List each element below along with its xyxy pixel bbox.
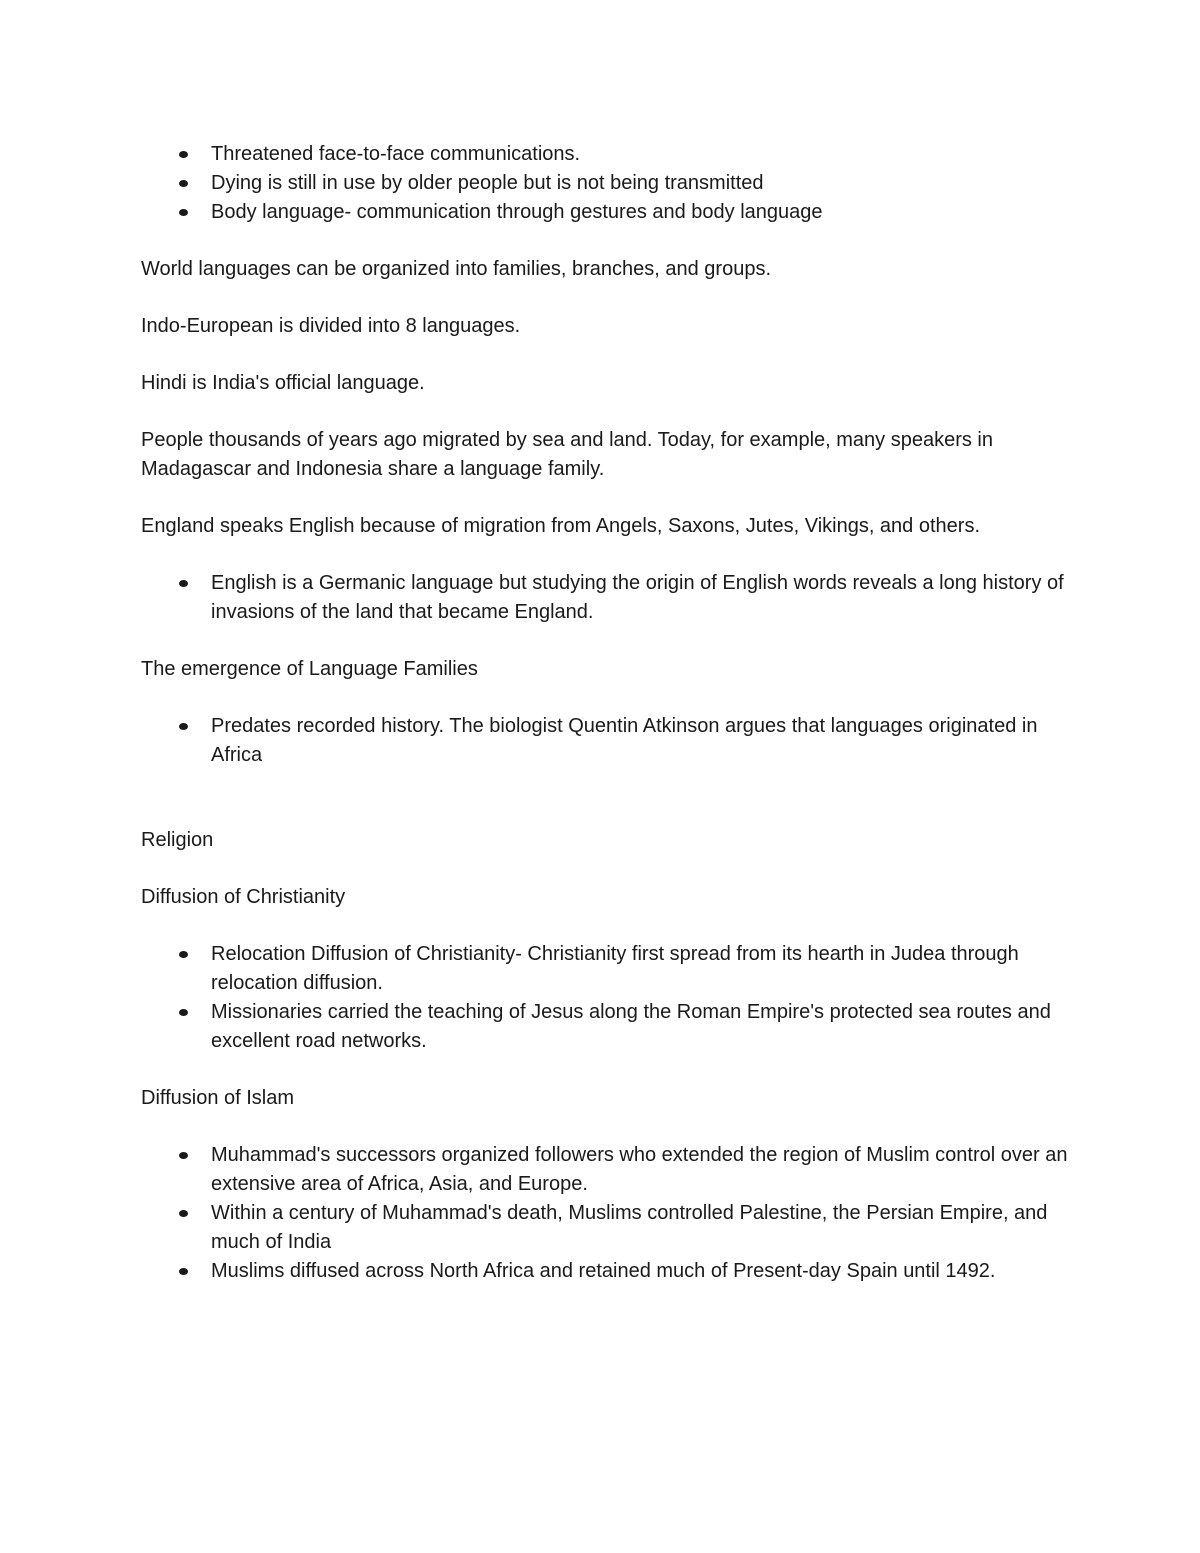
paragraph-england: England speaks English because of migration from Angels, Saxons, Jutes, Vikings, and others. (141, 515, 981, 537)
list-item (211, 998, 1071, 1056)
list-item (211, 940, 1071, 998)
list-item (211, 712, 1071, 770)
paragraph-hindi: Hindi is India's official language. (141, 372, 425, 394)
paragraph-migration: People thousands of years ago migrated by sea and land. Today, for example, many speakers in Madagascar and Indonesia share a language family. (141, 429, 993, 480)
list-item (211, 169, 1071, 198)
bullet-icon (179, 951, 188, 958)
list-item-text: Within a century of Muhammad's death, Muslims controlled Palestine, the Persian Empire, and much of India (211, 1202, 1048, 1253)
blank-line (141, 798, 1071, 826)
heading-emergence-language-families: The emergence of Language Families (141, 658, 478, 680)
heading-diffusion-islam: Diffusion of Islam (141, 1087, 295, 1109)
bullet-icon (179, 151, 188, 158)
bullet-list-language-status (141, 140, 1071, 227)
bullet-list-emergence (141, 712, 1071, 770)
heading-diffusion-christianity: Diffusion of Christianity (141, 886, 346, 908)
list-item (211, 140, 1071, 169)
list-item-text: Muslims diffused across North Africa and retained much of Present-day Spain until 1492. (211, 1260, 996, 1282)
bullet-icon (179, 723, 188, 730)
list-item-text: Body language- communication through gestures and body language (211, 201, 823, 223)
bullet-icon (179, 580, 188, 587)
bullet-icon (179, 1268, 188, 1275)
paragraph-indo-european: Indo-European is divided into 8 languages. (141, 315, 521, 337)
list-item-text: Threatened face-to-face communications. (211, 143, 581, 165)
bullet-list-english (141, 569, 1071, 627)
list-item-text: Relocation Diffusion of Christianity- Christianity first spread from its hearth in Judea through relocation diffusion. (211, 943, 1019, 994)
list-item-text: Muhammad's successors organized followers who extended the region of Muslim control over an extensive area of Africa, Asia, and Europe. (211, 1144, 1068, 1195)
list-item (211, 1257, 1071, 1286)
bullet-icon (179, 1009, 188, 1016)
heading-religion: Religion (141, 829, 214, 851)
list-item-text: Dying is still in use by older people but is not being transmitted (211, 172, 764, 194)
bullet-icon (179, 180, 188, 187)
bullet-icon (179, 1152, 188, 1159)
bullet-list-islam (141, 1141, 1071, 1286)
list-item-text: English is a Germanic language but studying the origin of English words reveals a long history of invasions of the land that became England. (211, 572, 1064, 623)
list-item-text: Missionaries carried the teaching of Jesus along the Roman Empire's protected sea routes and excellent road networks. (211, 1001, 1051, 1052)
bullet-icon (179, 209, 188, 216)
list-item (211, 569, 1071, 627)
list-item-text: Predates recorded history. The biologist Quentin Atkinson argues that languages originated in Africa (211, 715, 1038, 766)
list-item (211, 1199, 1071, 1257)
document-body (141, 140, 1071, 1314)
list-item (211, 198, 1071, 227)
bullet-list-christianity (141, 940, 1071, 1056)
paragraph-world-languages: World languages can be organized into families, branches, and groups. (141, 258, 772, 280)
list-item (211, 1141, 1071, 1199)
bullet-icon (179, 1210, 188, 1217)
